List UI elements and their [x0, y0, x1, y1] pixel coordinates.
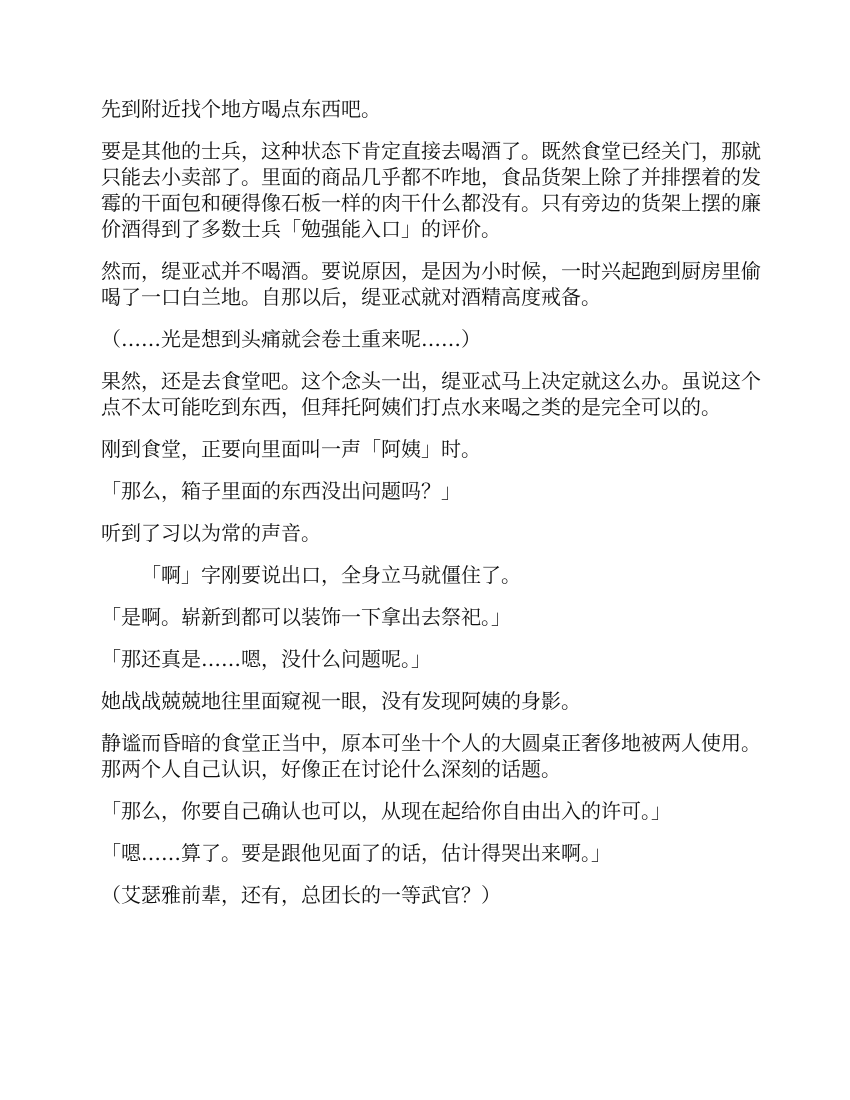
- paragraph-11: 「那还真是……嗯，没什么问题呢。」: [101, 647, 431, 671]
- paragraph-6: 刚到食堂，正要向里面叫一声「阿姨」时。: [101, 437, 481, 461]
- paragraph-10: 「是啊。崭新到都可以装饰一下拿出去祭祀。」: [101, 605, 511, 629]
- paragraph-16: （艾瑟雅前辈，还有，总团长的一等武官？）: [101, 883, 501, 907]
- paragraph-13: 静谧而昏暗的食堂正当中，原本可坐十个人的大圆桌正奢侈地被两人使用。那两个人自己认识，好像正在讨论什么深刻的话题。: [101, 731, 761, 781]
- document-page: [101, 96, 761, 924]
- paragraph-8: 听到了习以为常的声音。: [101, 521, 321, 545]
- paragraph-4: （……光是想到头痛就会卷土重来呢……）: [101, 327, 481, 351]
- paragraph-9: 「啊」字刚要说出口，全身立马就僵住了。: [141, 563, 521, 587]
- paragraph-12: 她战战兢兢地往里面窥视一眼，没有发现阿姨的身影。: [101, 689, 581, 713]
- paragraph-7: 「那么，箱子里面的东西没出问题吗？」: [101, 479, 461, 503]
- paragraph-5: 果然，还是去食堂吧。这个念头一出，缇亚忒马上决定就这么办。虽说这个点不太可能吃到东西，但拜托阿姨们打点水来喝之类的是完全可以的。: [101, 369, 761, 419]
- paragraph-3: 然而，缇亚忒并不喝酒。要说原因，是因为小时候，一时兴起跑到厨房里偷喝了一口白兰地。自那以后，缇亚忒就对酒精高度戒备。: [101, 259, 761, 309]
- paragraph-15: 「嗯……算了。要是跟他见面了的话，估计得哭出来啊。」: [101, 841, 611, 865]
- paragraph-1: 先到附近找个地方喝点东西吧。: [101, 97, 381, 121]
- paragraph-14: 「那么，你要自己确认也可以，从现在起给你自由出入的许可。」: [101, 799, 671, 823]
- paragraph-2: 要是其他的士兵，这种状态下肯定直接去喝酒了。既然食堂已经关门，那就只能去小卖部了。里面的商品几乎都不咋地，食品货架上除了并排摆着的发霉的干面包和硬得像石板一样的肉干什么都没有。只有旁边的货架上摆的廉价酒得到了多数士兵「勉强能入口」的评价。: [101, 139, 761, 241]
